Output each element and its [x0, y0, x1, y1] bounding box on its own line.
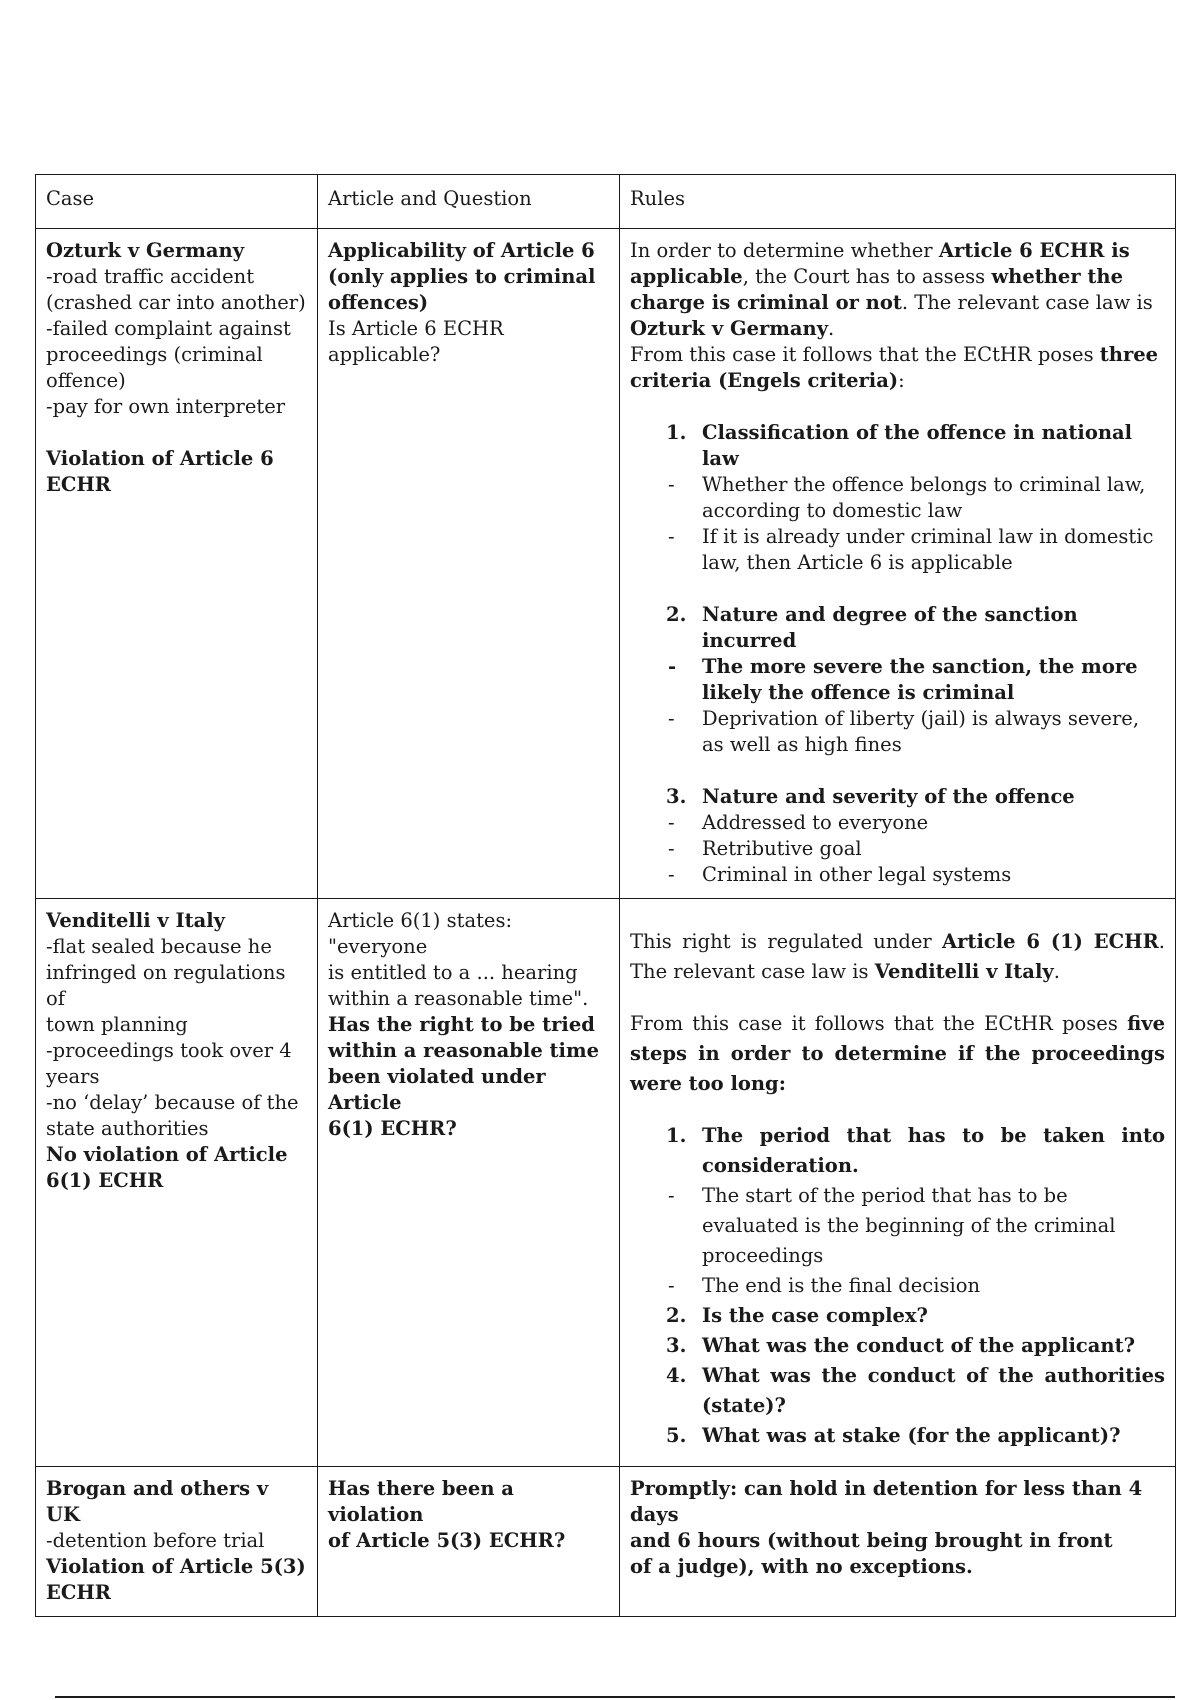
rules-intro-steps: From this case it follows that the ECtHR poses five steps in order to determine if the proceedings were too long:: [630, 1012, 1165, 1095]
steps-list: [630, 1121, 1165, 1181]
list-item: - The more severe the sanction, the more likely the offence is criminal: [630, 654, 1165, 706]
case-fact: -flat sealed because he: [46, 935, 272, 958]
case-outcome: No violation of Article: [46, 1143, 288, 1166]
case-cell: [36, 899, 318, 1467]
case-title: Venditelli v Italy: [46, 909, 226, 932]
question-cell: [318, 229, 620, 899]
list-item: 1. Classification of the offence in national law: [666, 421, 1133, 470]
case-fact: infringed on regulations of: [46, 961, 286, 1010]
rules-text: Promptly: can hold in detention for less than 4 days: [630, 1477, 1143, 1526]
case-title: Brogan and others v UK: [46, 1477, 269, 1526]
criterion-title: Nature and degree of the sanction incurred: [702, 603, 1078, 652]
question-heading: been violated under Article: [328, 1065, 546, 1114]
case-outcome: ECHR: [46, 473, 112, 496]
case-fact: -proceedings took over 4: [46, 1039, 292, 1062]
case-outcome: 6(1) ECHR: [46, 1169, 164, 1192]
rules-intro: This right is regulated under Article 6 (1) ECHR. The relevant case law is Venditelli v Italy.: [630, 930, 1165, 983]
list-item: - Whether the offence belongs to criminal law, according to domestic law: [630, 472, 1165, 524]
case-title: Ozturk v Germany: [46, 239, 245, 262]
case-fact: -failed complaint against: [46, 317, 291, 340]
rules-text: of a judge), with no exceptions.: [630, 1555, 973, 1578]
criterion-points: [630, 810, 1165, 888]
question-text: within a reasonable time".: [328, 987, 589, 1010]
step-title: What was the conduct of the authorities (state)?: [702, 1364, 1165, 1417]
question-text: is entitled to a ... hearing: [328, 961, 578, 984]
question-heading: Applicability of Article 6: [328, 239, 595, 262]
case-fact: -no ‘delay’ because of the: [46, 1091, 299, 1114]
steps-list: [630, 1301, 1165, 1451]
list-item: - Criminal in other legal systems: [630, 862, 1165, 888]
question-heading: offences): [328, 291, 429, 314]
criterion-title: Classification of the offence in national law: [702, 421, 1133, 470]
list-item: - If it is already under criminal law in domestic law, then Article 6 is applicable: [630, 524, 1165, 576]
step-title: Is the case complex?: [702, 1304, 928, 1327]
rules-intro-criteria: From this case it follows that the ECtHR poses three criteria (Engels criteria):: [630, 343, 1159, 392]
list-item: 4. What was the conduct of the authorities (state)?: [666, 1364, 1165, 1417]
step-points: [630, 1181, 1165, 1301]
case-fact: offence): [46, 369, 126, 392]
question-heading: (only applies to criminal: [328, 265, 596, 288]
case-fact: (crashed car into another): [46, 291, 306, 314]
step-title: What was at stake (for the applicant)?: [702, 1424, 1121, 1447]
page-divider: [55, 1696, 1175, 1698]
question-heading: of Article 5(3) ECHR?: [328, 1529, 566, 1552]
case-fact: -road traffic accident: [46, 265, 255, 288]
list-item: 5. What was at stake (for the applicant)?: [666, 1424, 1121, 1447]
question-cell: [318, 899, 620, 1467]
rules-cell: [620, 899, 1176, 1467]
list-item: - Addressed to everyone: [630, 810, 1165, 836]
list-item: 2. Nature and degree of the sanction incurred: [666, 603, 1078, 652]
rules-text: and 6 hours (without being brought in front: [630, 1529, 1113, 1552]
criterion-points: [630, 472, 1165, 576]
rules-intro: In order to determine whether Article 6 ECHR is applicable, the Court has to assess whether the charge is criminal or not. The relevant case law is Ozturk v Germany.: [630, 239, 1153, 340]
question-cell: [318, 1467, 620, 1617]
case-fact: -detention before trial: [46, 1529, 265, 1552]
header-article-question: Article and Question: [318, 175, 620, 229]
list-item: - Deprivation of liberty (jail) is always severe, as well as high fines: [630, 706, 1165, 758]
header-case: Case: [36, 175, 318, 229]
rules-cell: [620, 1467, 1176, 1617]
table-row: [36, 899, 1176, 1467]
case-fact: state authorities: [46, 1117, 209, 1140]
list-item: 1. The period that has to be taken into consideration.: [666, 1124, 1165, 1177]
list-item: 3. What was the conduct of the applicant?: [666, 1334, 1136, 1357]
criterion-title: Nature and severity of the offence: [702, 785, 1075, 808]
case-fact: town planning: [46, 1013, 188, 1036]
question-heading: Has the right to be tried: [328, 1013, 595, 1036]
case-table: [35, 174, 1176, 1617]
case-fact: proceedings (criminal: [46, 343, 263, 366]
table-row: [36, 229, 1176, 899]
list-item: 3. Nature and severity of the offence: [666, 785, 1075, 808]
case-outcome: Violation of Article 6: [46, 447, 274, 470]
criteria-list: [630, 784, 1165, 810]
case-outcome: Violation of Article 5(3): [46, 1555, 306, 1578]
table-row: [36, 1467, 1176, 1617]
header-rules: Rules: [620, 175, 1176, 229]
case-cell: [36, 1467, 318, 1617]
header-row: [36, 175, 1176, 229]
case-fact: years: [46, 1065, 100, 1088]
case-outcome: ECHR: [46, 1581, 112, 1604]
case-fact: -pay for own interpreter: [46, 395, 286, 418]
case-cell: [36, 229, 318, 899]
question-text: Is Article 6 ECHR applicable?: [328, 317, 504, 366]
question-text: Article 6(1) states: "everyone: [328, 909, 513, 958]
rules-cell: [620, 229, 1176, 899]
criterion-points: [630, 654, 1165, 758]
list-item: - Retributive goal: [630, 836, 1165, 862]
criteria-list: [630, 602, 1165, 654]
step-title: What was the conduct of the applicant?: [702, 1334, 1136, 1357]
list-item: - The start of the period that has to be evaluated is the beginning of the criminal proceedings: [630, 1181, 1165, 1271]
question-heading: Has there been a violation: [328, 1477, 514, 1526]
question-heading: 6(1) ECHR?: [328, 1117, 457, 1140]
list-item: 2. Is the case complex?: [666, 1304, 928, 1327]
criteria-list: [630, 420, 1165, 472]
question-heading: within a reasonable time: [328, 1039, 599, 1062]
step-title: The period that has to be taken into consideration.: [702, 1124, 1165, 1177]
list-item: - The end is the final decision: [630, 1271, 1165, 1301]
